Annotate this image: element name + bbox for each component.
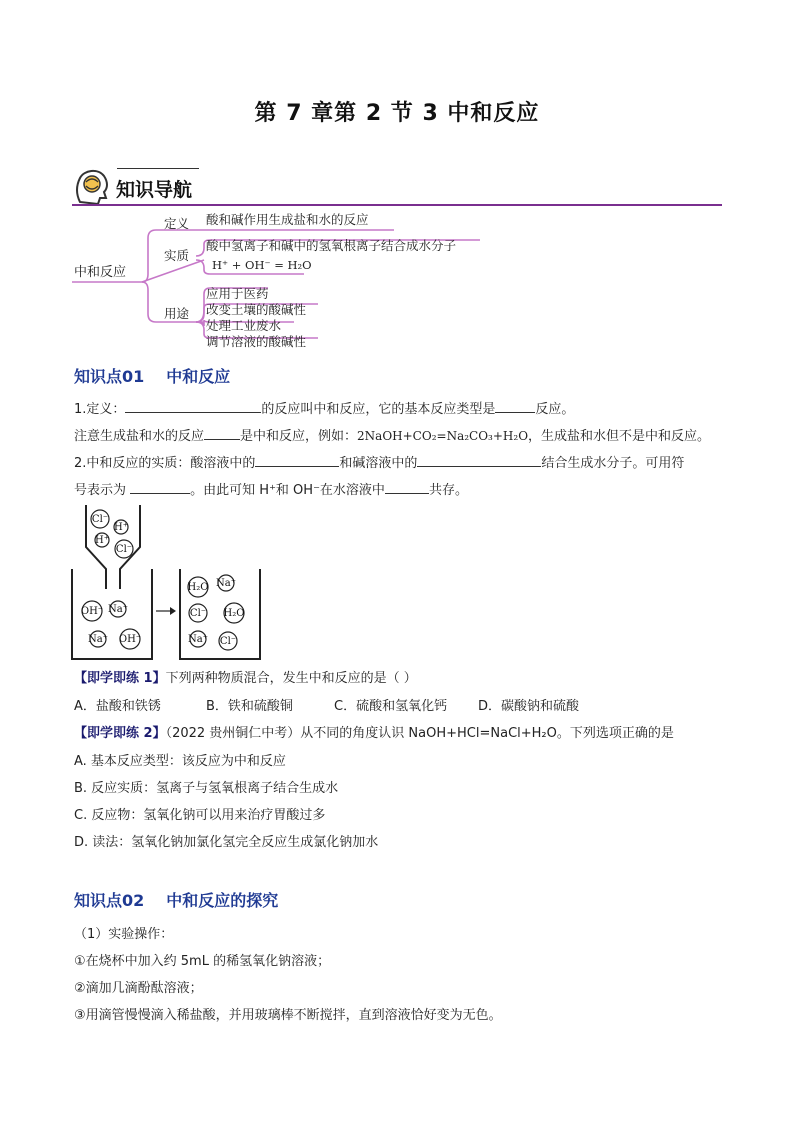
mind-map-root: 中和反应 <box>74 265 127 280</box>
kp2-line-3: ②滴加几滴酚酞溶液； <box>74 981 203 996</box>
ion-beaker1-4: OH⁻ <box>118 634 142 645</box>
mind-map <box>72 210 492 350</box>
kp2-line-2: ①在烧杯中加入约 5mL 的稀氢氧化钠溶液； <box>74 954 331 969</box>
ion-funnel-3: H⁺ <box>95 535 109 546</box>
blank-not-necessarily[interactable] <box>204 425 240 440</box>
blank-reaction-type[interactable] <box>495 398 535 413</box>
use-item-1: 应用于医药 <box>206 286 269 301</box>
neutralization-ion-diagram <box>70 503 270 663</box>
use-item-2: 改变土壤的酸碱性 <box>206 302 307 317</box>
ion-beaker2-3: Cl⁻ <box>189 608 207 619</box>
practice-1-question: 【即学即练 1】下列两种物质混合，发生中和反应的是（ ） <box>74 671 417 686</box>
ion-beaker2-5: Na⁺ <box>188 634 208 645</box>
section-head-label: 知识导航 <box>116 179 193 201</box>
blank-acid-ion[interactable] <box>255 452 339 467</box>
kp1-code: 知识点01 <box>74 367 145 386</box>
knowledge-point-01-heading <box>74 364 252 387</box>
ion-funnel-1: Cl⁻ <box>91 514 109 525</box>
page-title: 第 7 章第 2 节 3 中和反应 <box>254 101 540 126</box>
use-item-3: 处理工业废水 <box>206 318 282 333</box>
use-item-4: 调节溶液的酸碱性 <box>206 334 307 349</box>
essence-text: 酸中氢离子和碱中的氢氧根离子结合成水分子 <box>206 238 457 253</box>
ion-beaker1-3: Na⁺ <box>88 634 108 645</box>
kp2-line-1: （1）实验操作： <box>74 927 174 942</box>
practice-2-option-d[interactable]: D. 读法：氢氧化钠加氯化氢完全反应生成氯化钠加水 <box>74 835 379 850</box>
header-top-line <box>117 168 199 169</box>
kp2-line-4: ③用滴管慢慢滴入稀盐酸，并用玻璃棒不断搅拌，直到溶液恰好变为无色。 <box>74 1008 502 1023</box>
knowledge-point-02-heading <box>74 888 300 911</box>
blank-base-ion[interactable] <box>417 452 541 467</box>
practice-2-option-b[interactable]: B. 反应实质：氢离子与氢氧根离子结合生成水 <box>74 781 339 796</box>
ion-beaker1-1: OH⁻ <box>80 606 104 617</box>
branch-uses: 用途 <box>164 306 190 321</box>
branch-definition: 定义 <box>164 216 190 231</box>
ion-funnel-2: H⁺ <box>114 522 128 533</box>
practice-2-option-a[interactable]: A. 基本反应类型：该反应为中和反应 <box>74 754 286 769</box>
branch-essence: 实质 <box>164 248 190 263</box>
practice-1-option-a[interactable]: A．盐酸和铁锈 <box>74 699 161 714</box>
knowledge-nav-header <box>72 162 722 208</box>
practice-1-option-d[interactable]: D．碳酸钠和硫酸 <box>478 699 580 714</box>
practice-1-option-b[interactable]: B．铁和硫酸铜 <box>206 699 293 714</box>
ion-beaker2-4: H₂O <box>223 608 245 619</box>
blank-coexist[interactable] <box>385 479 429 494</box>
kp1-line-3: 2.中和反应的实质：酸溶液中的 和碱溶液中的 结合生成水分子。可用符 <box>74 452 684 471</box>
essence-formula: H⁺ + OH⁻ = H₂O <box>212 258 312 272</box>
practice-1-option-c[interactable]: C．硫酸和氢氧化钙 <box>334 699 448 714</box>
definition-text: 酸和碱作用生成盐和水的反应 <box>206 212 369 227</box>
head-brain-icon <box>72 164 112 206</box>
kp2-name: 中和反应的探究 <box>166 891 279 910</box>
blank-symbol[interactable] <box>130 479 190 494</box>
kp1-name: 中和反应 <box>166 367 231 386</box>
blank-definition[interactable] <box>125 398 261 413</box>
practice-1-tag: 【即学即练 1】 <box>74 671 166 686</box>
kp1-line-4: 号表示为 。由此可知 H⁺和 OH⁻在水溶液中 共存。 <box>74 479 468 498</box>
ion-beaker2-6: Cl⁻ <box>219 636 237 647</box>
ion-beaker2-2: Na⁺ <box>216 578 236 589</box>
section-rule <box>72 204 722 206</box>
practice-2-option-c[interactable]: C. 反应物：氢氧化钠可以用来治疗胃酸过多 <box>74 808 326 823</box>
kp1-line-2: 注意生成盐和水的反应 是中和反应，例如：2NaOH+CO₂=Na₂CO₃+H₂O，生成盐和水但不是中和反应。 <box>74 425 710 444</box>
ion-beaker2-1: H₂O <box>187 582 209 593</box>
kp2-code: 知识点02 <box>74 891 145 910</box>
ion-beaker1-2: Na⁺ <box>108 604 128 615</box>
practice-2-question: 【即学即练 2】（2022 贵州铜仁中考）从不同的角度认识 NaOH+HCl=NaCl+H₂O。下列选项正确的是 <box>74 726 674 741</box>
practice-2-tag: 【即学即练 2】 <box>74 726 166 741</box>
kp1-line-1: 1.定义： 的反应叫中和反应，它的基本反应类型是 反应。 <box>74 398 574 417</box>
ion-funnel-4: Cl⁻ <box>115 544 133 555</box>
mind-map-lines <box>72 210 492 350</box>
